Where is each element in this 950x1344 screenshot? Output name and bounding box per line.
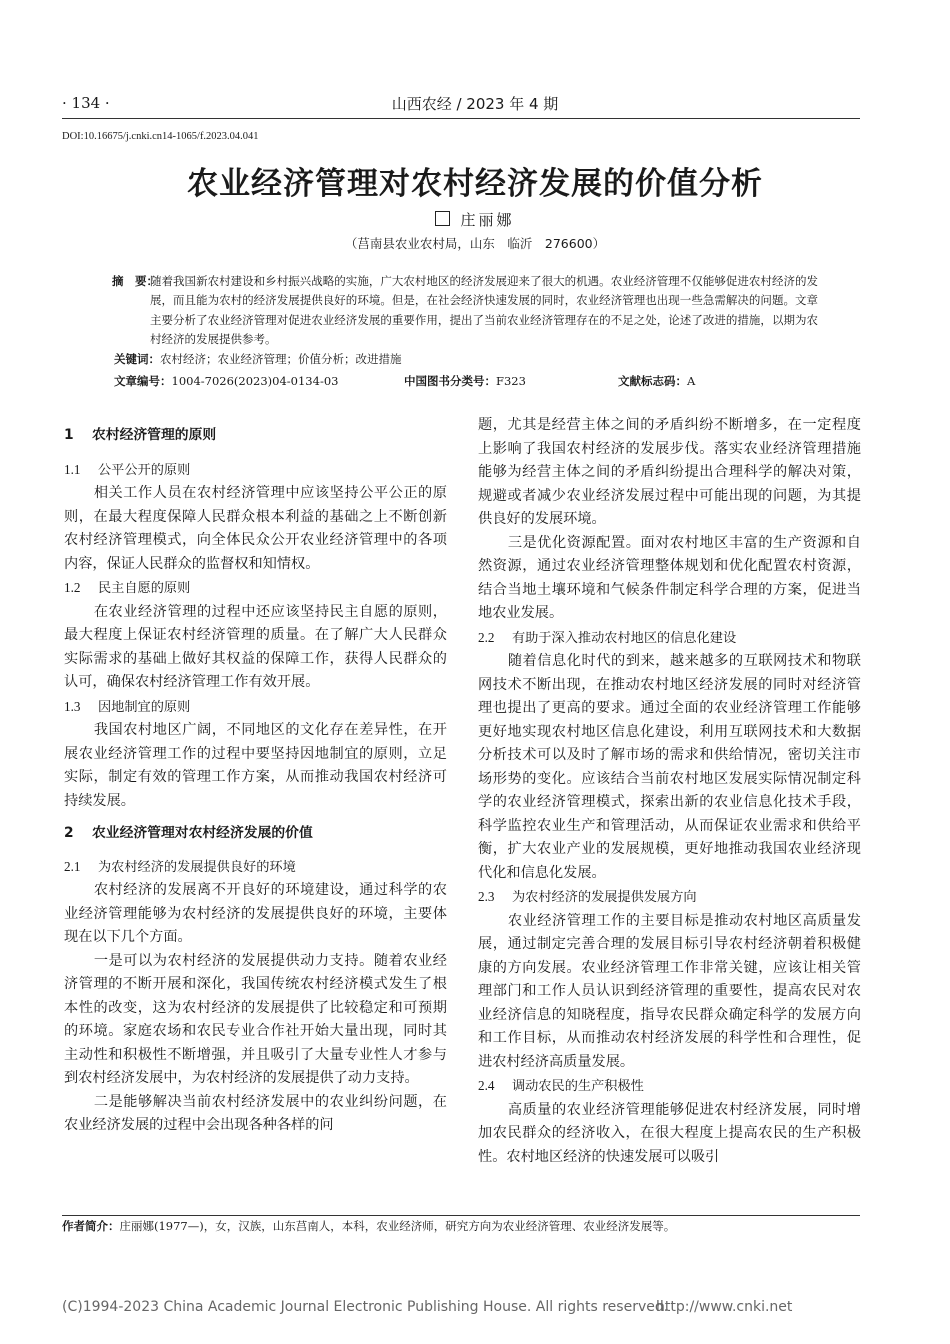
clc-value: F323 xyxy=(496,374,526,388)
clc-label: 中国图书分类号： xyxy=(404,374,496,388)
abstract xyxy=(114,272,818,350)
paragraph: 相关工作人员在农村经济管理中应该坚持公平公正的原则，在最大程度保障人民群众根本利益的基础之上不断创新农村经济管理模式，向全体民众公开农业经济管理中的各项内容，保证人民群众的监督权和知情权。 xyxy=(64,485,447,572)
document-code xyxy=(618,373,695,389)
article-number-label: 文章编号： xyxy=(114,374,172,388)
abstract-text: 随着我国新农村建设和乡村振兴战略的实施，广大农村地区的经济发展迎来了很大的机遇。农业经济管理不仅能够促进农村经济的发展，而且能为农村的经济发展提供良好的环境。但是，在社会经济快速发展的同时，农业经济管理也出现一些急需解决的问题。文章主要分析了农业经济管理对促进农业经济发展的重要作用，提出了当前农业经济管理存在的不足之处，论述了改进的措施，以期为农村经济的发展提供参考。 xyxy=(150,274,818,347)
paragraph: 二是能够解决当前农村经济发展中的农业纠纷问题，在农业经济发展的过程中会出现各种各样的问 xyxy=(64,1093,447,1133)
subsection-heading: 2.4 调动农民的生产积极性 xyxy=(478,1078,644,1094)
paragraph: 在农业经济管理的过程中还应该坚持民主自愿的原则，最大程度上保证农村经济管理的质量。在了解广大人民群众实际需求的基础上做好其权益的保障工作，获得人民群众的认可，确保农村经济管理工作有效开展。 xyxy=(64,603,447,690)
article-number xyxy=(114,373,338,389)
author-box-icon xyxy=(435,211,450,226)
document-code-label: 文献标志码： xyxy=(618,374,687,388)
keywords-line xyxy=(114,351,402,367)
author-name: 庄丽娜 xyxy=(460,211,515,229)
author-bio xyxy=(62,1218,675,1234)
abstract-label: 摘 要： xyxy=(112,274,158,288)
affiliation: （莒南县农业农村局，山东 临沂 276600） xyxy=(344,236,606,251)
paragraph: 题，尤其是经营主体之间的矛盾纠纷不断增多，在一定程度上影响了我国农村经济的发展步伐。落实农业经济管理措施能够为经营主体之间的矛盾纠纷提出合理科学的解决对策，规避或者减少农业经济发展过程中可能出现的问题，为其提供良好的发展环境。 xyxy=(478,417,861,527)
document-code-value: A xyxy=(687,374,696,388)
paragraph: 一是可以为农村经济的发展提供动力支持。随着农业经济管理的不断开展和深化，我国传统农村经济模式发生了根本性的改变，这为农村经济的发展提供了比较稳定和可预期的环境。家庭农场和农民专业合作社开始大量出现，同时其主动性和积极性不断增强，并且吸引了大量专业性人才参与到农村经济发展中，为农村经济的发展提供了动力支持。 xyxy=(64,952,447,1086)
keywords-label: 关键词： xyxy=(114,352,160,366)
page-number: · 134 · xyxy=(62,94,110,112)
paragraph: 农村经济的发展离不开良好的环境建设，通过科学的农业经济管理能够为农村经济的发展提供良好的环境，主要体现在以下几个方面。 xyxy=(64,882,447,945)
author-line xyxy=(0,209,950,230)
author-bio-label: 作者简介： xyxy=(62,1219,120,1233)
subsection-heading: 2.1 为农村经济的发展提供良好的环境 xyxy=(64,858,296,875)
subsection-heading: 2.3 为农村经济的发展提供发展方向 xyxy=(478,889,697,905)
subsection-heading: 1.2 民主自愿的原则 xyxy=(64,580,191,596)
subsection-heading: 1.1 公平公开的原则 xyxy=(64,461,191,478)
article-title: 农业经济管理对农村经济发展的价值分析 xyxy=(187,166,763,202)
footnote-rule xyxy=(62,1215,860,1216)
paragraph: 农业经济管理工作的主要目标是推动农村地区高质量发展，通过制定完善合理的发展目标引导农村经济朝着积极健康的方向发展。农业经济管理工作非常关键，应该让相关管理部门和工作人员认识到经济管理的重要性，提高农民对农业经济信息的知晓程度，指导农民群众确定科学的发展方向和工作目标，从而推动农村经济发展的科学性和合理性，促进农村经济高质量发展。 xyxy=(478,912,861,1070)
paragraph: 高质量的农业经济管理能够促进农村经济发展，同时增加农民群众的经济收入，在很大程度上提高农民的生产积极性。农村地区经济的快速发展可以吸引 xyxy=(478,1101,861,1165)
section-heading: 2 农业经济管理对农村经济发展的价值 xyxy=(64,825,313,841)
article-number-value: 1004-7026(2023)04-0134-03 xyxy=(171,374,339,388)
subsection-heading: 2.2 有助于深入推动农村地区的信息化建设 xyxy=(478,629,737,646)
cnki-link[interactable]: http://www.cnki.net xyxy=(656,1299,793,1315)
section-heading: 1 农村经济管理的原则 xyxy=(64,427,217,443)
journal-name: 山西农经 / 2023 年 4 期 xyxy=(391,95,559,113)
right-column xyxy=(478,414,861,1169)
paragraph: 随着信息化时代的到来，越来越多的互联网技术和物联网技术不断出现，在推动农村地区经济发展的同时对经济管理也提出了更高的要求。通过全面的农业经济管理工作能够更好地实现农村地区信息化建设，利用互联网技术和大数据分析技术可以及时了解市场的需求和供给情况，密切关注市场形势的变化。应该结合当前农村地区发展实际情况制定科学的农业经济管理模式，探索出新的农业信息化技术手段，科学监控农业生产和管理活动，从而保证农业需求和供给平衡，扩大农业产业的发展规模，更好地推动我国农业经济现代化和信息化发展。 xyxy=(478,653,861,881)
copyright-notice: (C)1994-2023 China Academic Journal Electronic Publishing House. All rights reserved. xyxy=(62,1299,669,1315)
left-column xyxy=(64,424,447,1138)
clc-number xyxy=(404,373,526,389)
keywords: 农村经济；农业经济管理；价值分析；改进措施 xyxy=(160,352,402,366)
paragraph: 我国农村地区广阔，不同地区的文化存在差异性，在开展农业经济管理工作的过程中要坚持因地制宜的原则，立足实际，制定有效的管理工作方案，从而推动我国农村经济可持续发展。 xyxy=(64,722,447,809)
header-rule xyxy=(62,118,860,119)
doi: DOI:10.16675/j.cnki.cn14-1065/f.2023.04.041 xyxy=(62,131,259,142)
subsection-heading: 1.3 因地制宜的原则 xyxy=(64,698,191,715)
paragraph: 三是优化资源配置。面对农村地区丰富的生产资源和自然资源，通过农业经济管理整体规划和优化配置农村资源，结合当地土壤环境和气候条件制定科学合理的方案，促进当地农业发展。 xyxy=(478,534,861,621)
author-bio-text: 庄丽娜(1977—)，女，汉族，山东莒南人，本科，农业经济师，研究方向为农业经济管理、农业经济发展等。 xyxy=(119,1219,676,1233)
